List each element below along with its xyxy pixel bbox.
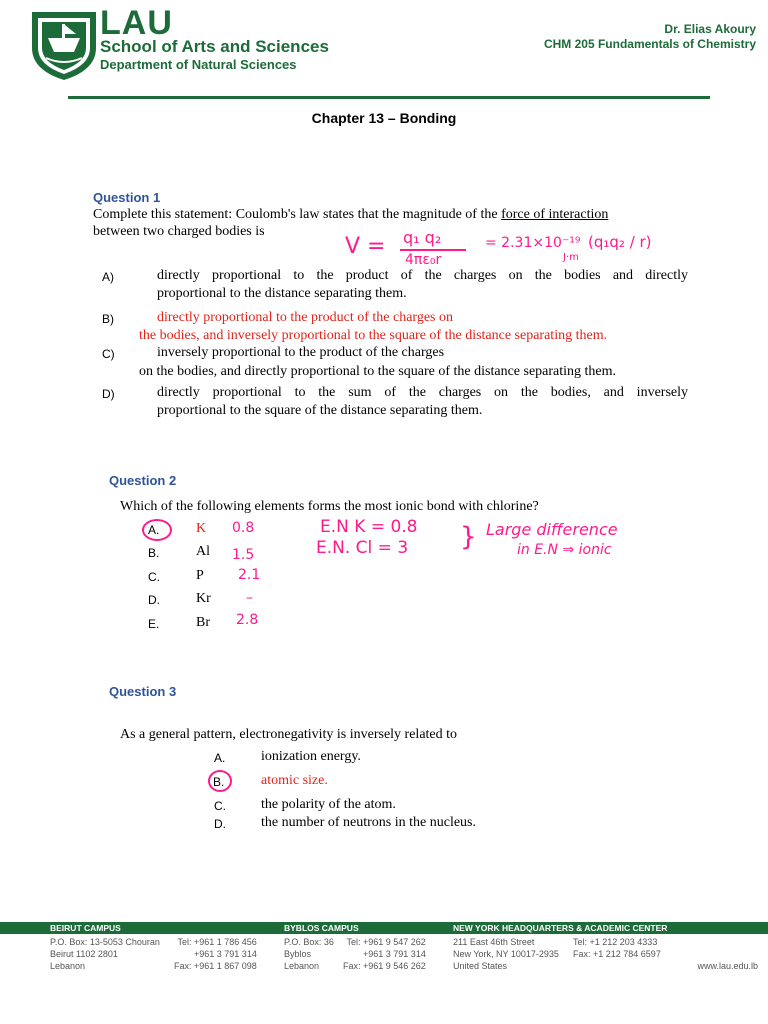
q3-option-b-letter: B. [213,775,225,789]
footer-byblos-t2: +961 3 791 314 [363,949,426,959]
school-name: School of Arts and Sciences [100,37,329,56]
footer-byblos-l1: P.O. Box: 36 [284,937,334,947]
q3-heading: Question 3 [109,684,177,699]
en-value-p: 2.1 [238,567,261,583]
annotation-paren: (q₁q₂ / r) [588,233,652,251]
q2-option-a-text: K [196,521,207,536]
footer-beirut-address [50,936,160,972]
footer-byblos-head: BYBLOS CAMPUS [284,923,359,933]
footer-ny-phones [573,936,661,960]
lau-shield-icon [28,8,100,82]
footer-ny-l2: New York, NY 10017-2935 [453,949,559,959]
annotation-num: q₁ q₂ [403,228,442,247]
annotation-eq: = 2.31×10⁻¹⁹ [485,235,581,251]
q2-option-e-letter: E. [148,617,160,631]
q1-option-a-line2: proportional to the distance separating them. [157,286,407,301]
q1-stem-underlined: force of interaction [501,207,609,222]
q3-option-b-text: atomic size. [261,773,328,788]
instructor-name: Dr. Elias Akoury [664,22,756,36]
q1-option-b-line1: directly proportional to the product of the charges on [157,310,453,325]
q1-option-d-letter: D) [102,387,115,401]
en-value-al: 1.5 [232,547,255,563]
q1-option-b-letter: B) [102,312,114,326]
q3-option-d-text: the number of neutrons in the nucleus. [261,815,477,830]
q2-option-b-text: Al [196,544,210,559]
en-value-k: 0.8 [232,520,255,536]
q1-option-b-line2: the bodies, and inversely proportional to the square of the distance separating them. [139,328,608,343]
q3-option-a-letter: A. [214,751,226,765]
footer-beirut-head: BEIRUT CAMPUS [50,923,121,933]
q3-option-c-text: the polarity of the atom. [261,797,396,812]
q2-option-e-text: Br [196,615,210,630]
q1-option-c-line1: inversely proportional to the product of the charges [157,345,445,360]
q1-option-c-line2: on the bodies, and directly proportional to the square of the distance separating them. [139,364,617,379]
annotation-unit: J·m [563,252,579,263]
q2-option-c-letter: C. [148,570,160,584]
q2-heading: Question 2 [109,473,177,488]
q1-stem-part2: between two charged bodies is [93,224,265,239]
large-diff-note: Large difference [486,520,618,539]
footer-beirut-l2: Beirut 1102 2801 [50,949,118,959]
annotation-v: V = [345,234,386,259]
q1-stem-line1 [93,207,688,223]
q3-option-d-letter: D. [214,817,226,831]
q2-option-d-letter: D. [148,593,160,607]
footer-byblos-t3: Fax: +961 9 546 262 [343,961,426,971]
footer-beirut-t2: +961 3 791 314 [194,949,257,959]
page-title: Chapter 13 – Bonding [311,110,457,126]
footer-beirut-l3: Lebanon [50,961,86,971]
department-name: Department of Natural Sciences [100,57,297,72]
q1-option-c-letter: C) [102,347,115,361]
q2-option-a-letter: A. [148,523,160,537]
footer-byblos-l3: Lebanon [284,961,320,971]
header-rule [68,96,710,99]
footer-ny-t2: Fax: +1 212 784 6597 [573,949,661,959]
brace-icon: } [460,522,477,552]
annotation-fraction-bar [400,249,466,251]
en-value-kr: – [246,590,253,606]
en-k-note: E.N K = 0.8 [320,517,418,537]
footer-ny-t1: Tel: +1 212 203 4333 [573,937,658,947]
footer-beirut-phones [174,936,257,972]
footer [0,922,768,982]
en-value-br: 2.8 [236,612,259,628]
q2-option-d-text: Kr [196,591,211,606]
footer-ny-address [453,936,559,972]
q2-option-c-text: P [196,568,204,583]
footer-byblos-address [284,936,334,972]
lau-logo [28,8,100,82]
footer-ny-l1: 211 East 46th Street [453,937,535,947]
footer-byblos-l2: Byblos [284,949,312,959]
footer-byblos-t1: Tel: +961 9 547 262 [346,937,426,947]
q3-stem: As a general pattern, electronegativity is inversely related to [120,727,458,742]
q3-option-a-text: ionization energy. [261,749,361,764]
en-cl-note: E.N. Cl = 3 [316,538,409,558]
q1-option-a-letter: A) [102,270,114,284]
course-name: CHM 205 Fundamentals of Chemistry [543,37,756,51]
q1-stem-part1: Complete this statement: Coulomb's law states that the magnitude of the [93,207,498,222]
q2-stem: Which of the following elements forms the most ionic bond with chlorine? [120,499,539,514]
footer-beirut-t3: Fax: +961 1 867 098 [174,961,257,971]
footer-byblos-phones [343,936,426,972]
q3-option-c-letter: C. [214,799,226,813]
q2-option-b-letter: B. [148,546,160,560]
footer-beirut-l1: P.O. Box: 13-5053 Chouran [50,937,160,947]
logo-short: LAU [100,4,173,42]
q1-option-d-line2: proportional to the square of the distance separating them. [157,403,483,418]
q1-option-a-line1: directly proportional to the product of the charges on the bodies and directly [157,268,688,283]
footer-ny-l3: United States [453,961,508,971]
footer-website[interactable]: www.lau.edu.lb [697,961,758,971]
footer-ny-head: NEW YORK HEADQUARTERS & ACADEMIC CENTER [453,923,668,933]
ionic-conclusion-note: in E.N ⇒ ionic [517,542,612,558]
q1-option-d-line1: directly proportional to the sum of the charges on the bodies, and inversely [157,385,688,400]
footer-beirut-t1: Tel: +961 1 786 456 [177,937,257,947]
q1-heading: Question 1 [93,190,161,205]
annotation-den: 4πε₀r [405,252,442,268]
